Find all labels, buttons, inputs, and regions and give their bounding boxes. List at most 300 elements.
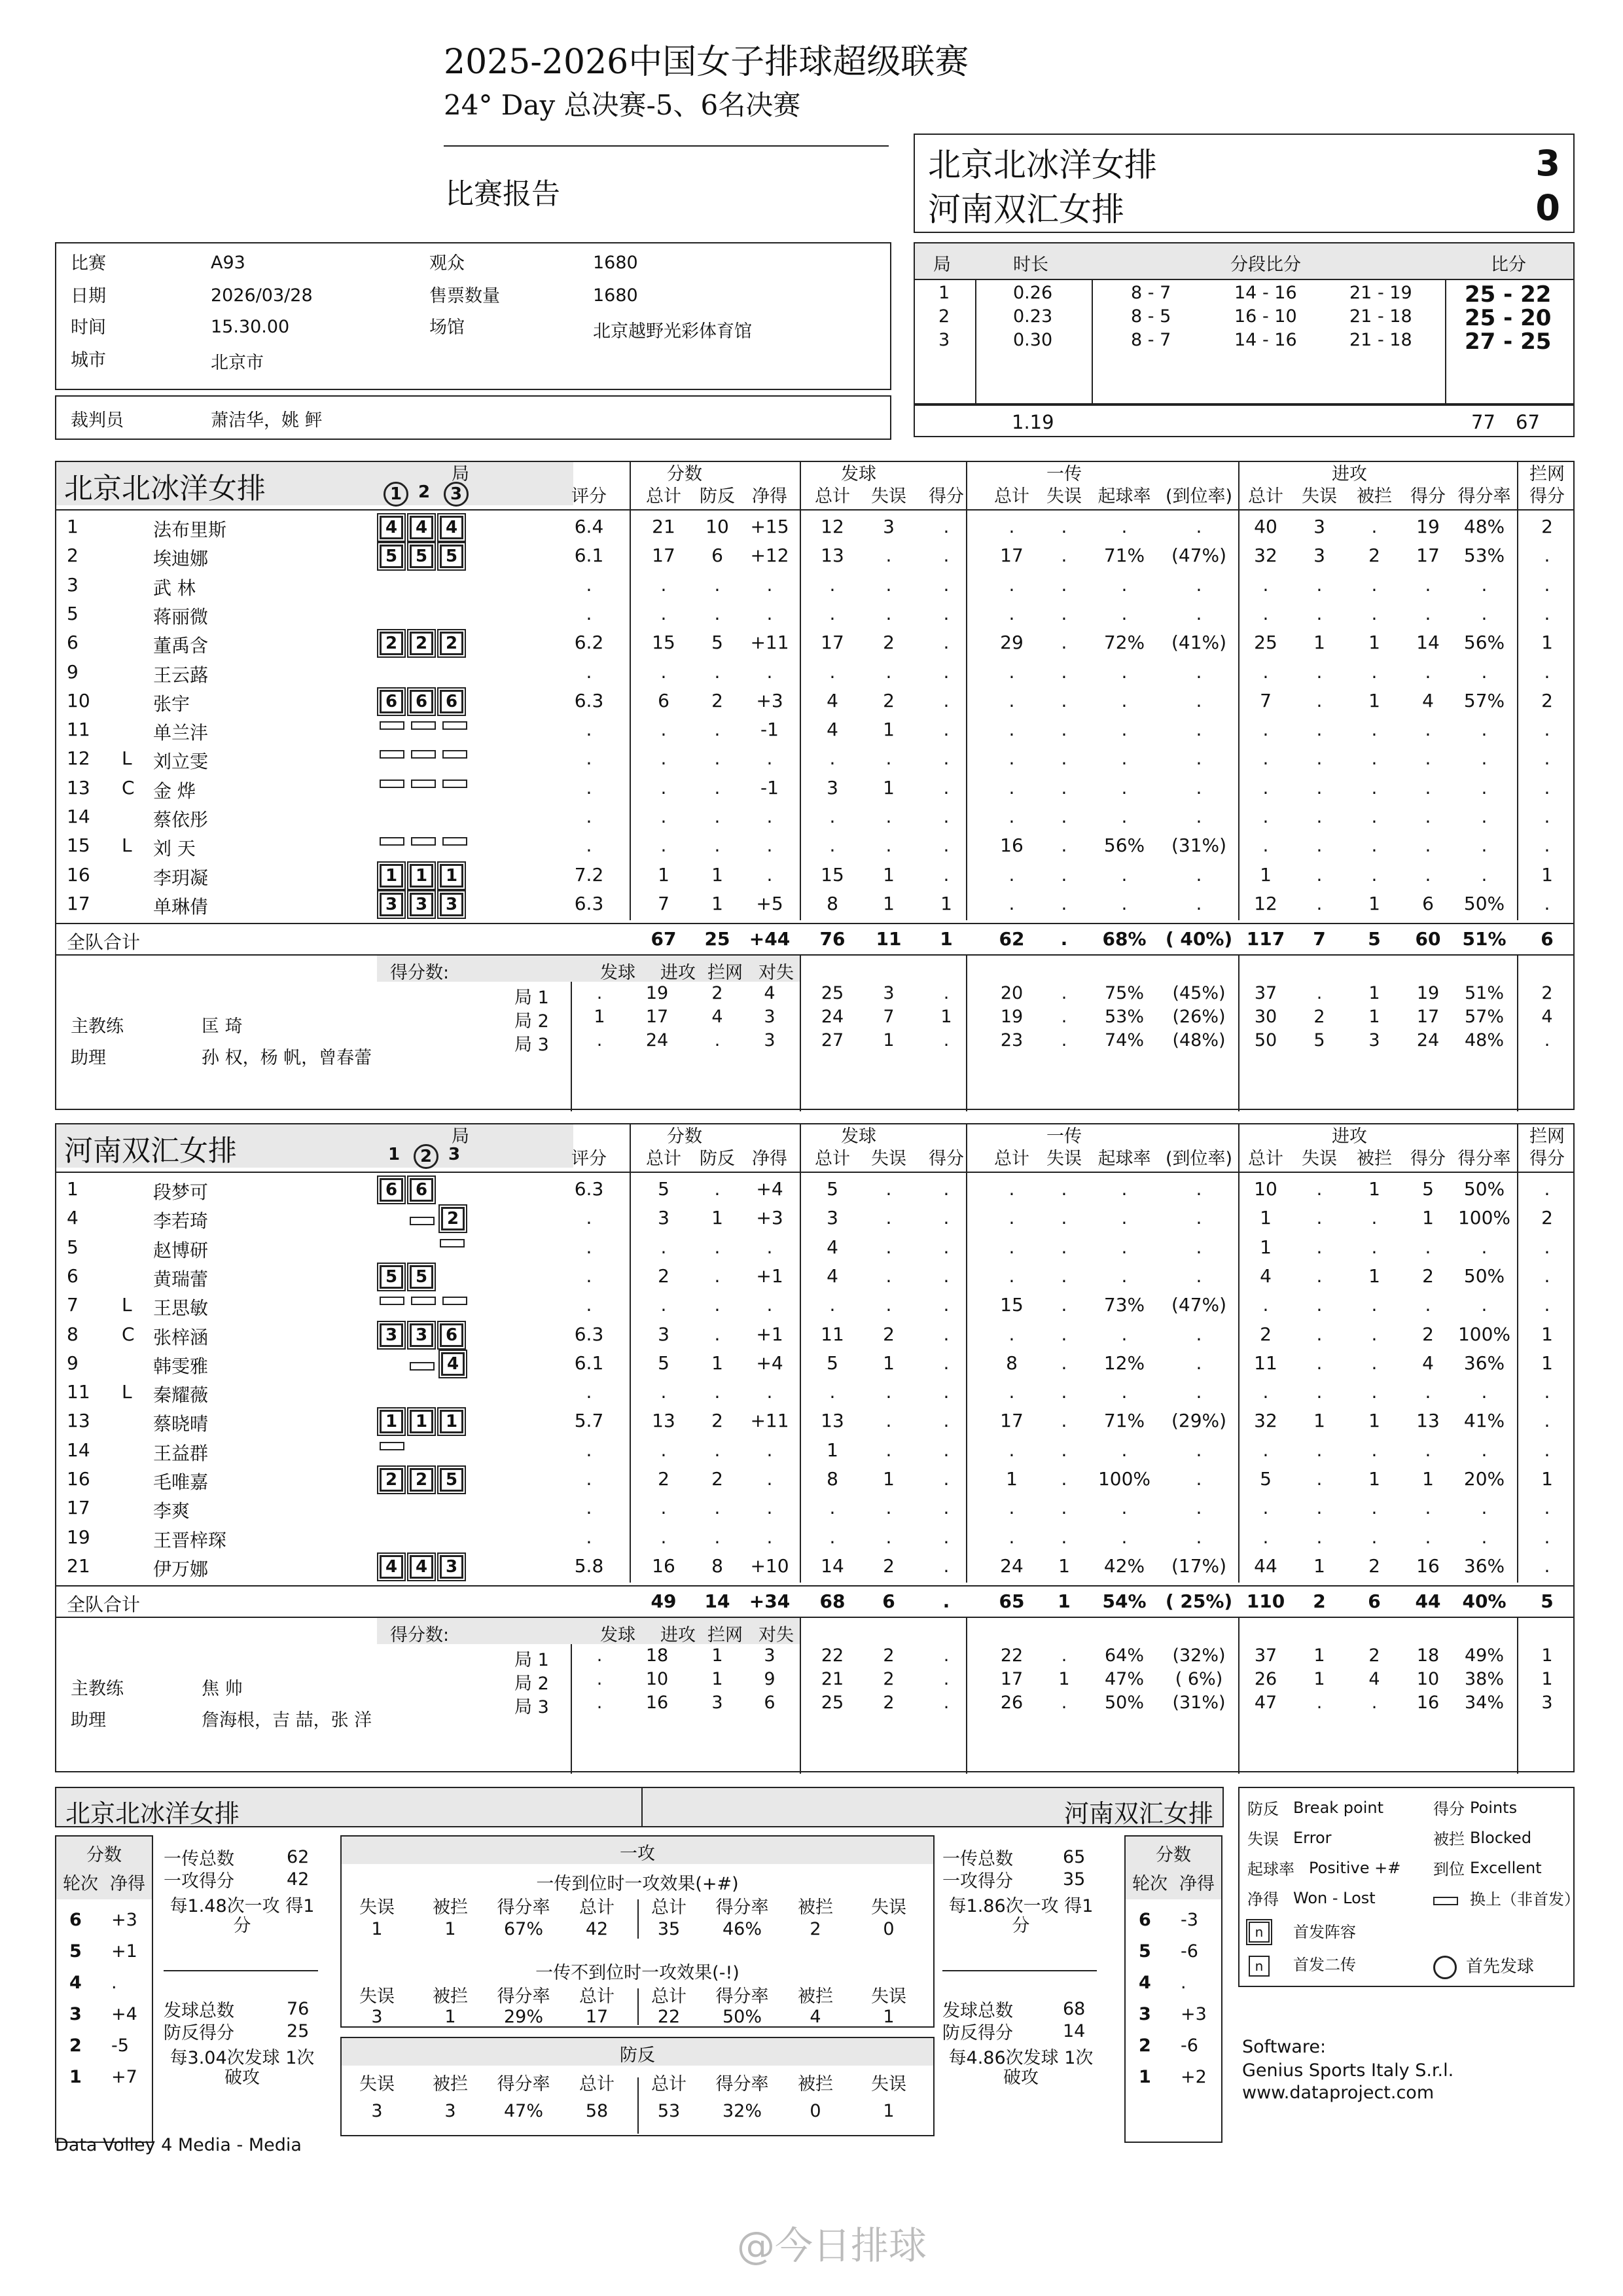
stat-st: 17	[821, 632, 844, 654]
attack-col-head: 失误	[359, 1897, 395, 1918]
defense-value: 47%	[503, 2101, 543, 2121]
stat-t: .	[660, 747, 667, 770]
set-stat-ap: 17	[1416, 1007, 1440, 1028]
stat-rt: 24	[1000, 1554, 1024, 1577]
player-sets	[380, 1236, 471, 1249]
away-so-value: 35	[1063, 1869, 1086, 1890]
stat-apct: .	[1481, 1236, 1488, 1258]
first-serve-icon	[1433, 1956, 1457, 1979]
set-points-c: 2	[711, 983, 723, 1004]
stat-se: .	[885, 1178, 892, 1200]
stat-rp: 72%	[1103, 632, 1145, 654]
stat-ae: .	[1316, 1497, 1323, 1519]
stat-se: .	[885, 1381, 892, 1403]
player-name: 秦耀薇	[153, 1384, 209, 1407]
stat-t: .	[660, 834, 667, 857]
stat-t: 3	[658, 1323, 669, 1345]
set-label: 局 3	[514, 1035, 549, 1056]
stat-bp: 6	[711, 545, 723, 567]
rot-sub: 轮次	[1132, 1874, 1168, 1894]
team-total-row	[56, 1587, 1573, 1615]
col-pct: 得分率	[1457, 1149, 1511, 1169]
stat-bp: 2	[711, 1468, 723, 1490]
stat-ae: .	[1316, 1352, 1323, 1374]
footer: Data Volley 4 Media - Media	[55, 2135, 302, 2155]
stat-se: 2	[883, 1323, 895, 1345]
assistant-names: 孙 权，杨 帆，曾春蕾	[202, 1048, 372, 1069]
player-row	[56, 512, 1573, 541]
software-vendor: Genius Sports Italy S.r.l.	[1242, 2060, 1454, 2081]
set-stat-rx: ( 6%)	[1175, 1669, 1223, 1690]
stat-ab: .	[1371, 1207, 1378, 1229]
set-column-label: 2	[418, 482, 431, 502]
home-so-label: 一传总数	[164, 1849, 234, 1869]
stat-bp: .	[714, 660, 721, 683]
stat-t: 7	[658, 892, 669, 914]
set-stat-at: 37	[1254, 983, 1277, 1004]
stat-apct: .	[1481, 1526, 1488, 1548]
stat-st: .	[829, 834, 836, 857]
player-name: 李若琦	[153, 1210, 209, 1232]
stat-rp: .	[1121, 516, 1128, 537]
rotation-number: 2	[69, 2036, 82, 2056]
stat-r: .	[586, 660, 592, 683]
total-bp: 25	[704, 928, 730, 950]
partial-21: 21 - 19	[1349, 283, 1412, 303]
substitute-icon	[442, 721, 467, 730]
rotation-number: 1	[1139, 2067, 1151, 2087]
stat-se: 2	[883, 1554, 895, 1577]
stat-re: .	[1061, 1526, 1067, 1548]
set-stat-ab: 3	[1368, 1030, 1380, 1051]
total-ab: 6	[1368, 1590, 1381, 1613]
stat-rp: .	[1121, 1526, 1128, 1548]
set-stat-re: .	[1061, 1030, 1067, 1051]
referee-label: 裁判员	[71, 410, 124, 431]
rotation-net: +3	[111, 1910, 137, 1930]
legend-key: 净得	[1247, 1890, 1279, 1909]
away-team-name: 河南双汇女排	[928, 190, 1124, 228]
stat-re: .	[1061, 719, 1067, 741]
stat-rt: .	[1008, 689, 1015, 711]
stat-wl: -1	[760, 719, 779, 741]
stat-bl: 1	[1541, 863, 1553, 886]
stat-bl: .	[1544, 776, 1550, 798]
stat-re: .	[1061, 747, 1067, 770]
legend-value: Excellent	[1470, 1859, 1542, 1877]
starting-position: 4	[410, 1555, 433, 1579]
col-wl: 净得	[752, 486, 787, 507]
attack-col-head: 失误	[871, 1897, 906, 1918]
player-number: 9	[67, 1352, 79, 1374]
set-points-c: 1	[711, 1669, 723, 1690]
stat-at: 7	[1260, 689, 1272, 711]
substitute-icon	[442, 1297, 467, 1305]
set-stat-apct: 48%	[1464, 1030, 1504, 1051]
total-t: 67	[651, 928, 677, 950]
tickets-sold: 1680	[593, 285, 638, 306]
rotation-number: 3	[69, 2004, 82, 2024]
set-stat-at: 37	[1254, 1645, 1277, 1666]
stat-ab: .	[1371, 1381, 1378, 1403]
stat-rp: .	[1121, 1178, 1128, 1200]
set-duration: 0.26	[1013, 283, 1053, 303]
stat-sp: .	[943, 1554, 950, 1577]
stat-st: 4	[827, 1236, 838, 1258]
player-name: 毛唯嘉	[153, 1471, 209, 1493]
set-stat-ap: 19	[1416, 983, 1440, 1004]
stat-wl: .	[766, 1381, 773, 1403]
stat-at: 10	[1254, 1178, 1277, 1200]
stat-ab: .	[1371, 747, 1378, 770]
attack-col-head: 被拦	[433, 1986, 468, 2007]
away-bp-label: 发球总数	[942, 2001, 1013, 2021]
stat-rp: .	[1121, 1323, 1128, 1345]
stat-bp: .	[714, 806, 721, 827]
stat-rt: 8	[1006, 1352, 1018, 1374]
sets-points-head: 对失	[758, 1625, 794, 1646]
stat-r: .	[586, 573, 592, 596]
player-row	[56, 1464, 1573, 1493]
set-stat-st: 27	[821, 1030, 844, 1051]
stat-re: .	[1061, 1439, 1067, 1461]
stat-wl: .	[766, 806, 773, 827]
competition-title: 2025-2026中国女子排球超级联赛	[444, 43, 969, 82]
set-stat-rp: 53%	[1104, 1007, 1144, 1028]
col-set: 局	[933, 255, 951, 275]
stat-ap: .	[1425, 1526, 1431, 1548]
player-row	[56, 628, 1573, 656]
stat-bp: 1	[711, 1352, 723, 1374]
stat-bl: 1	[1541, 1352, 1553, 1374]
total-ab: 5	[1368, 928, 1381, 950]
stat-rp: .	[1121, 1236, 1128, 1258]
col-group-points: 分数	[667, 464, 702, 484]
starting-position: 3	[380, 893, 403, 916]
stat-rt: .	[1008, 1207, 1015, 1229]
stat-ae: .	[1316, 689, 1323, 711]
rotation-number: 4	[69, 1973, 82, 1993]
stat-sp: .	[943, 1323, 950, 1345]
stat-at: 4	[1260, 1265, 1272, 1287]
stat-st: 3	[827, 776, 838, 798]
player-number: 1	[67, 516, 79, 537]
stat-ap: .	[1425, 1381, 1431, 1403]
stat-rx: (41%)	[1171, 632, 1227, 654]
set-points-d: 6	[764, 1693, 776, 1713]
stat-ab: .	[1371, 719, 1378, 741]
stat-bl: .	[1544, 1497, 1550, 1519]
player-row	[56, 889, 1573, 918]
stat-st: 8	[827, 1468, 838, 1490]
attack-col-head: 总计	[651, 1986, 687, 2007]
player-row	[56, 1435, 1573, 1464]
stat-ap: .	[1425, 1497, 1431, 1519]
player-sets	[380, 1410, 470, 1433]
stat-ab: .	[1371, 660, 1378, 683]
stat-apct: .	[1481, 776, 1488, 798]
set-stat-re: .	[1061, 1645, 1067, 1666]
attack-col-head: 被拦	[433, 1897, 468, 1918]
player-name: 王思敏	[153, 1297, 209, 1319]
home-bp-value: 76	[287, 1999, 310, 2019]
stat-ap: 13	[1416, 1410, 1440, 1432]
stat-bp: 2	[711, 1410, 723, 1432]
stat-ap: 4	[1422, 1352, 1434, 1374]
set-stat-rt: 19	[1000, 1007, 1024, 1028]
stat-bl: .	[1544, 660, 1550, 683]
player-row	[56, 686, 1573, 715]
col-err: 失误	[1302, 486, 1337, 507]
set-score: 25 - 20	[1465, 305, 1552, 331]
player-name: 法布里斯	[153, 519, 227, 541]
stat-se: 1	[883, 776, 895, 798]
stat-st: .	[829, 1497, 836, 1519]
stat-wl: +4	[756, 1178, 783, 1200]
set-stat-st: 25	[821, 983, 844, 1004]
stat-apct: 36%	[1463, 1554, 1505, 1577]
stat-ae: .	[1316, 834, 1323, 857]
stat-t: .	[660, 806, 667, 827]
defense-value: 58	[585, 2101, 609, 2121]
stat-ap: .	[1425, 1236, 1431, 1258]
stat-rt: .	[1008, 1526, 1015, 1548]
player-row	[56, 1290, 1573, 1319]
attack-col-head: 得分率	[497, 1986, 550, 2007]
stat-r: .	[586, 1526, 592, 1548]
assistant-names: 詹海根，吉 喆，张 洋	[202, 1710, 372, 1731]
set-stat-apct: 34%	[1464, 1693, 1504, 1713]
set-stat-at: 47	[1254, 1693, 1277, 1713]
starting-position: 1	[440, 1410, 463, 1433]
total-wl: +34	[749, 1590, 791, 1613]
stat-se: .	[885, 573, 892, 596]
attack-col-head: 总计	[579, 1897, 615, 1918]
stat-rx: .	[1196, 602, 1202, 624]
stat-rx: .	[1196, 806, 1202, 827]
stat-at: 1	[1260, 863, 1272, 886]
stat-rt: 29	[1000, 632, 1024, 654]
starting-position: 4	[441, 1352, 465, 1376]
stat-r: .	[586, 1497, 592, 1519]
stat-wl: +3	[756, 1207, 783, 1229]
good-pass-title: 一传到位时一攻效果(+#)	[536, 1874, 739, 1894]
total-sp: .	[942, 1590, 950, 1613]
player-sets	[380, 516, 470, 539]
good-pass-value: 1	[371, 1919, 383, 1939]
stat-bl: .	[1544, 834, 1550, 857]
stat-wl: +10	[750, 1554, 789, 1577]
stat-ap: 5	[1422, 1178, 1434, 1200]
stat-wl: .	[766, 573, 773, 596]
stat-re: .	[1061, 1381, 1067, 1403]
set-stat-st: 25	[821, 1693, 844, 1713]
set-stat-at: 26	[1254, 1669, 1277, 1690]
col-pts: 得分	[1529, 1149, 1565, 1169]
total-away-points: 67	[1516, 411, 1540, 433]
starting-position: 1	[440, 864, 463, 888]
attack-col-head: 被拦	[798, 1986, 833, 2007]
home-bp-value: 25	[287, 2021, 310, 2041]
partial-21: 21 - 18	[1349, 306, 1412, 327]
stat-apct: 50%	[1463, 892, 1505, 914]
header-rule	[56, 1172, 1573, 1173]
col-wl: 净得	[752, 1149, 787, 1169]
player-number: 11	[67, 1381, 90, 1403]
stat-sp: .	[943, 1294, 950, 1316]
summary-home-header	[55, 1787, 644, 1827]
stat-ab: .	[1371, 573, 1378, 596]
sets-points-head: 发球	[600, 1625, 635, 1646]
set-stat-ae: 5	[1313, 1030, 1325, 1051]
stat-bp: 8	[711, 1554, 723, 1577]
stat-sp: .	[943, 863, 950, 886]
starting-position: 4	[410, 516, 433, 539]
stat-at: .	[1262, 660, 1269, 683]
player-sets	[380, 632, 470, 655]
col-pct: 得分率	[1457, 486, 1511, 507]
set-stat-apct: 38%	[1464, 1669, 1504, 1690]
match-code: A93	[211, 253, 245, 273]
stat-re: .	[1061, 1207, 1067, 1229]
stat-re: .	[1061, 660, 1067, 683]
player-number: 2	[67, 545, 79, 567]
stat-ap: .	[1425, 776, 1431, 798]
col-tot: 总计	[646, 1149, 681, 1169]
stat-se: .	[885, 747, 892, 770]
stat-t: .	[660, 1236, 667, 1258]
set-stat-ae: 1	[1313, 1645, 1325, 1666]
stat-bl: .	[1544, 1410, 1550, 1432]
stat-at: 2	[1260, 1323, 1272, 1345]
stat-ap: 14	[1416, 632, 1440, 654]
stat-rx: .	[1196, 1178, 1202, 1200]
player-name: 埃迪娜	[153, 548, 209, 570]
stat-ab: 1	[1368, 892, 1380, 914]
stat-bl: .	[1544, 806, 1550, 827]
stat-at: .	[1262, 602, 1269, 624]
stat-re: .	[1061, 1236, 1067, 1258]
player-number: 15	[67, 834, 90, 857]
stat-bl: .	[1544, 1526, 1550, 1548]
stat-rp: .	[1121, 660, 1128, 683]
info-label: 城市	[71, 350, 106, 370]
stat-rx: (17%)	[1171, 1554, 1227, 1577]
stat-t: 5	[658, 1178, 669, 1200]
rotation-number: 3	[1139, 2004, 1151, 2024]
set-stat-sp: .	[943, 983, 950, 1004]
stat-t: 1	[658, 863, 669, 886]
stat-se: 2	[883, 689, 895, 711]
col-pos: 起球率	[1097, 486, 1151, 507]
rotation-net: +2	[1181, 2067, 1207, 2087]
stat-r: .	[586, 1207, 592, 1229]
total-rp: 68%	[1102, 928, 1147, 950]
total-ae: 2	[1313, 1590, 1326, 1613]
rotation-number: 1	[69, 2067, 82, 2087]
stat-rt: .	[1008, 776, 1015, 798]
col-tot: 总计	[646, 486, 681, 507]
stat-st: 13	[821, 545, 844, 567]
player-number: 14	[67, 806, 90, 827]
stat-r: .	[586, 1265, 592, 1287]
sets-points-head: 拦网	[707, 963, 743, 984]
stat-bp: .	[714, 834, 721, 857]
stat-bl: 2	[1541, 516, 1553, 537]
stat-rt: .	[1008, 1265, 1015, 1287]
player-name: 蒋丽微	[153, 605, 209, 628]
away-bp-note: 每4.86次发球 1次破攻	[948, 2048, 1094, 2088]
stat-ae: .	[1316, 1207, 1323, 1229]
substitute-icon	[442, 837, 467, 846]
stat-rx: .	[1196, 776, 1202, 798]
stat-bl: .	[1544, 747, 1550, 770]
total-rx: ( 40%)	[1165, 928, 1233, 950]
stat-st: 8	[827, 892, 838, 914]
bad-pass-title: 一传不到位时一攻效果(-!)	[535, 1963, 740, 1983]
stat-ab: .	[1371, 1439, 1378, 1461]
set-points-c: .	[714, 1030, 721, 1051]
set-stat-apct: 51%	[1464, 983, 1504, 1004]
stat-rx: .	[1196, 719, 1202, 741]
home-rotation	[55, 1835, 153, 2143]
player-sets	[380, 1265, 440, 1289]
col-group-attack: 进攻	[1332, 1126, 1367, 1147]
player-row	[56, 860, 1573, 889]
stat-ae: .	[1316, 602, 1323, 624]
player-sets	[380, 1178, 440, 1202]
stat-rp: .	[1121, 1381, 1128, 1403]
set-points-a: 1	[594, 1007, 605, 1028]
stat-rt: 17	[1000, 1410, 1024, 1432]
referees	[55, 395, 891, 440]
stat-rt: .	[1008, 1323, 1015, 1345]
match-date: 2026/03/28	[211, 285, 313, 306]
stat-ae: .	[1316, 747, 1323, 770]
player-sets	[380, 1323, 470, 1347]
stat-rt: .	[1008, 1439, 1015, 1461]
stat-rt: .	[1008, 863, 1015, 886]
set-stat-se: 1	[883, 1030, 895, 1051]
stat-ae: 1	[1313, 632, 1325, 654]
stat-bl: .	[1544, 1178, 1550, 1200]
player-name: 伊万娜	[153, 1558, 209, 1580]
set-label: 局 1	[514, 988, 549, 1009]
total-rp: 54%	[1102, 1590, 1147, 1613]
stat-re: .	[1061, 1352, 1067, 1374]
summary-away-header	[641, 1787, 1224, 1827]
set-points-a: .	[596, 983, 603, 1004]
legend-key: 防反	[1247, 1800, 1279, 1818]
stat-t: 17	[652, 545, 675, 567]
stat-se: .	[885, 1207, 892, 1229]
stat-st: .	[829, 573, 836, 596]
stat-ae: 1	[1313, 1554, 1325, 1577]
set-stat-rt: 17	[1000, 1669, 1024, 1690]
player-number: 9	[67, 660, 79, 683]
stat-apct: .	[1481, 1381, 1488, 1403]
col-group-serve: 发球	[841, 464, 876, 484]
starting-position: 2	[440, 632, 463, 655]
stat-ap: 2	[1422, 1323, 1434, 1345]
stat-ab: 1	[1368, 689, 1380, 711]
stat-sp: .	[943, 1236, 950, 1258]
set-stat-se: 7	[883, 1007, 895, 1028]
total-t: 49	[651, 1590, 677, 1613]
set-stat-rx: (48%)	[1172, 1030, 1226, 1051]
home-bp-label: 防反得分	[164, 2023, 234, 2043]
info-label: 比赛	[71, 253, 106, 274]
